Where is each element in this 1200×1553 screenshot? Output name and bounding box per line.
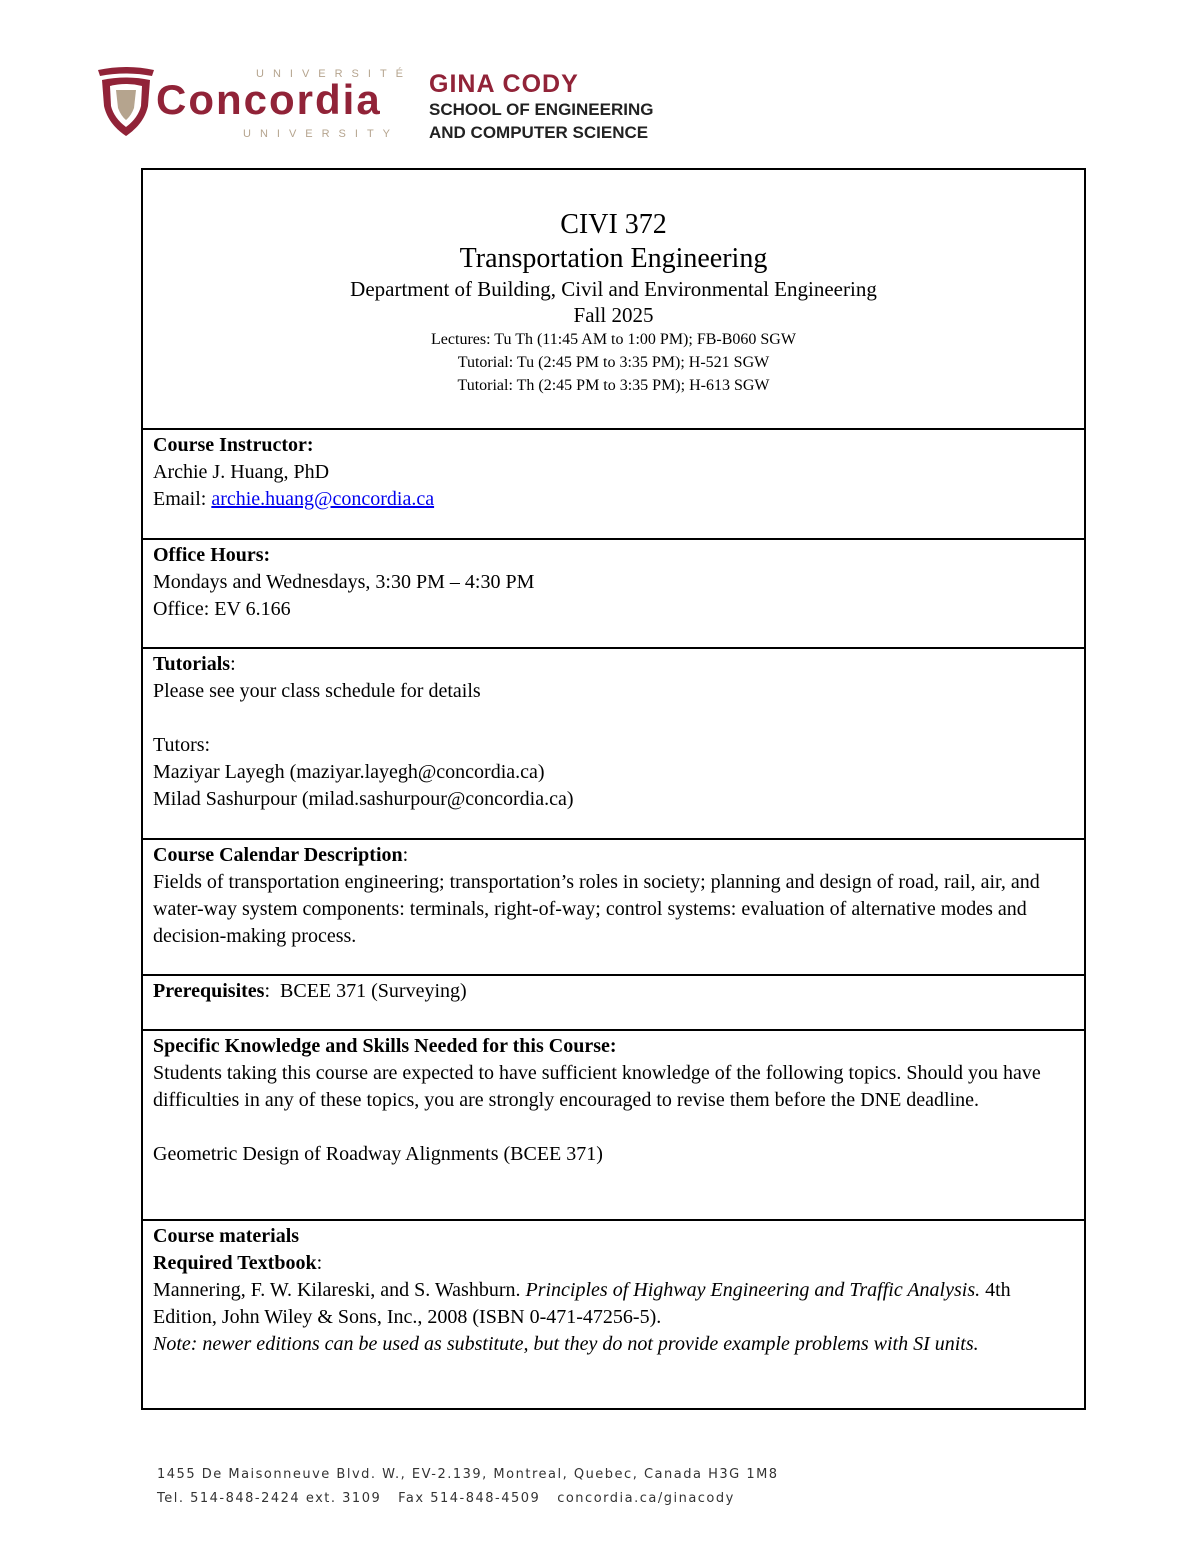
- page-header: [96, 66, 716, 150]
- tutorials-section: [143, 647, 1084, 838]
- schedule-line: Lectures: Tu Th (11:45 AM to 1:00 PM); FB-B060 SGW: [431, 331, 796, 348]
- calendar-description-section: [143, 838, 1084, 974]
- university-bottom-text: UNIVERSITY: [243, 128, 400, 140]
- calendar-heading: Course Calendar Description: [153, 844, 403, 866]
- course-code: CIVI 372: [560, 209, 667, 240]
- office-location: Office: EV 6.166: [153, 598, 291, 620]
- footer-contact: Tel. 514-848-2424 ext. 3109 Fax 514-848-4509 concordia.ca/ginacody: [157, 1491, 735, 1506]
- office-hours-times: Mondays and Wednesdays, 3:30 PM – 4:30 PM: [153, 571, 535, 593]
- school-name: [429, 70, 654, 144]
- term: Fall 2025: [573, 303, 654, 327]
- textbook-title: Principles of Highway Engineering and Traffic Analysis.: [525, 1279, 981, 1301]
- instructor-name: Archie J. Huang, PhD: [153, 461, 330, 483]
- concordia-shield-logo: [96, 66, 156, 138]
- textbook-note: Note: newer editions can be used as substitute, but they do not provide example problems with SI units.: [153, 1333, 979, 1355]
- instructor-heading: Course Instructor:: [153, 434, 314, 456]
- schedule-line: Tutorial: Tu (2:45 PM to 3:35 PM); H-521 SGW: [457, 354, 770, 371]
- instructor-email-link[interactable]: archie.huang@concordia.ca: [211, 488, 435, 510]
- tutorials-heading-row: [153, 651, 1074, 678]
- email-label: Email:: [153, 488, 212, 510]
- prerequisites-value: : BCEE 371 (Surveying): [264, 980, 467, 1002]
- university-top-text: UNIVERSITÉ: [256, 68, 413, 80]
- materials-heading: Course materials: [153, 1225, 300, 1247]
- skills-heading: Specific Knowledge and Skills Needed for this Course:: [153, 1035, 617, 1057]
- skills-topic: Geometric Design of Roadway Alignments (BCEE 371): [153, 1143, 603, 1165]
- textbook-heading-row: [153, 1250, 1074, 1277]
- office-hours-section: [143, 538, 1084, 647]
- calendar-heading-row: [153, 842, 1074, 869]
- course-title-section: [143, 170, 1084, 428]
- calendar-colon: :: [402, 844, 409, 866]
- tutorials-heading: Tutorials: [153, 653, 231, 675]
- textbook-publisher: 4th Edition, John Wiley & Sons, Inc., 2008 (ISBN 0-471-47256-5).: [153, 1279, 1011, 1328]
- department: Department of Building, Civil and Environmental Engineering: [350, 277, 877, 301]
- prerequisites-section: [143, 974, 1084, 1029]
- textbook-heading: Required Textbook: [153, 1252, 317, 1274]
- footer-address: 1455 De Maisonneuve Blvd. W., EV-2.139, Montreal, Quebec, Canada H3G 1M8: [157, 1467, 779, 1482]
- instructor-section: [143, 428, 1084, 538]
- skills-text: Students taking this course are expected to have sufficient knowledge of the following topics. Should you have difficulties in any of these topics, you are strongly encouraged to revise them before the DNE deadline.: [153, 1062, 1041, 1111]
- schedule-line: Tutorial: Th (2:45 PM to 3:35 PM); H-613 SGW: [457, 377, 770, 394]
- skills-section: [143, 1029, 1084, 1219]
- course-name: Transportation Engineering: [459, 243, 768, 274]
- textbook-colon: :: [316, 1252, 323, 1274]
- textbook-authors: Mannering, F. W. Kilareski, and S. Washburn.: [153, 1279, 526, 1301]
- office-hours-heading: Office Hours:: [153, 544, 271, 566]
- university-name: Concordia: [156, 76, 382, 123]
- prerequisites-heading: Prerequisites: [153, 980, 265, 1002]
- materials-section: [143, 1219, 1084, 1408]
- tutor-item: Milad Sashurpour (milad.sashurpour@concordia.ca): [153, 788, 574, 810]
- tutorials-colon: :: [230, 653, 236, 675]
- school-line-2: SCHOOL OF ENGINEERING: [429, 100, 654, 119]
- tutorials-details: Please see your class schedule for details: [153, 680, 481, 702]
- textbook-citation: [153, 1277, 1074, 1331]
- syllabus-table: [141, 168, 1086, 1410]
- calendar-text: Fields of transportation engineering; transportation’s roles in society; planning and design of road, rail, air, and water-way system components: terminals, right-of-way; control systems: evaluation of alternative modes and decision-making process.: [153, 871, 1040, 947]
- tutors-label: Tutors:: [153, 734, 211, 756]
- tutor-item: Maziyar Layegh (maziyar.layegh@concordia.ca): [153, 761, 545, 783]
- page-footer: [157, 1463, 779, 1511]
- instructor-email-row: [153, 486, 1074, 513]
- school-line-3: AND COMPUTER SCIENCE: [429, 123, 649, 142]
- school-line-1: GINA CODY: [429, 70, 579, 98]
